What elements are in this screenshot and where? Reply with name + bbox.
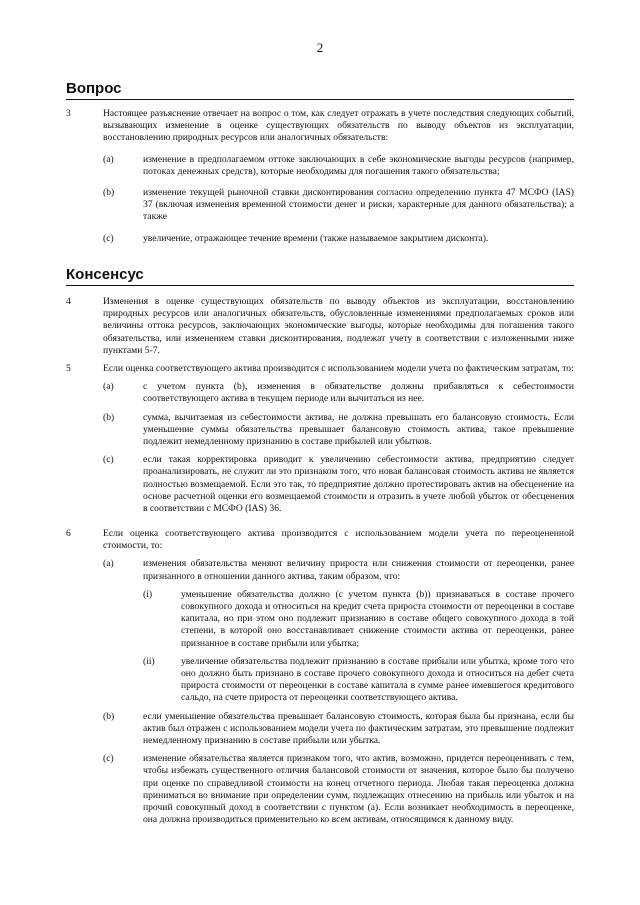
list-item: [103, 154, 574, 178]
list-item: [103, 187, 574, 224]
subitem-text: уменьшение обязательства должно (с учетом пункта (b)) признаваться в составе прочего совокупного дохода и относиться на кредит счета прироста стоимости от переоценки в составе капитала, но при этом оно подлежит признанию в составе общего совокупного дохода в той степени, в которой оно восстанавливает снижение стоимости актива от переоценки, ранее признанное в составе прибыли или убытка;: [181, 588, 574, 649]
sub-list-item: [143, 589, 574, 650]
paragraph-number: 4: [66, 296, 71, 307]
item-text: сумма, вычитаемая из себестоимости актива, не должна превышать его балансовую стоимость. Если уменьшение суммы обязательства превышает балансовую стоимость актива, такое превышение подлежит немедленному признанию в составе прибылей или убытков.: [143, 411, 574, 448]
item-label: (a): [103, 558, 114, 570]
paragraph-number: 5: [66, 363, 71, 374]
list-item: [103, 558, 574, 704]
section-heading-consensus: Консенсус: [66, 266, 574, 286]
paragraph-4: [66, 296, 574, 357]
paragraph-text: Если оценка соответствующего актива производится с использованием модели учета по фактическим затратам, то:: [103, 363, 574, 374]
paragraph-text: Если оценка соответствующего актива производится с использованием модели учета по переоцененной стоимости, то:: [103, 528, 574, 552]
item-label: (a): [103, 153, 114, 165]
sub-list-item: [143, 656, 574, 705]
item-text: изменения обязательства меняют величину прироста или снижения стоимости от переоценки, ранее признанного в отношении данного актива, таким образом, что:: [143, 558, 574, 582]
paragraph-3: [66, 108, 574, 245]
list-item: [103, 711, 574, 748]
paragraph-number: 6: [66, 528, 71, 539]
item-label: (b): [103, 710, 115, 722]
paragraph-5: [66, 363, 574, 515]
paragraph-text: Настоящее разъяснение отвечает на вопрос о том, как следует отражать в учете последствия следующих событий, вызывающих изменение в оценке существующих обязательств по выводу объектов из эксплуатации, восстановлению природных ресурсов или аналогичных обязательств:: [103, 108, 574, 144]
paragraph-6: [66, 528, 574, 826]
subitem-text: увеличение обязательства подлежит признанию в составе прибыли или убытка, кроме того что оно должно быть признано в составе прочего совокупного дохода и относиться на дебет счета прироста стоимости от переоценки в составе капитала в сумме ранее имевшегося кредитового сальдо, на счете прироста от переоценки соответствующего актива.: [181, 655, 574, 704]
item-label: (c): [103, 232, 114, 244]
list-item: [103, 381, 574, 405]
item-text: с учетом пункта (b), изменения в обязательстве должны прибавляться к себестоимости соответствующего актива в текущем периоде или вычитаться из нее.: [143, 381, 574, 405]
list-item: [103, 454, 574, 515]
item-label: (a): [103, 381, 114, 393]
item-text: если уменьшение обязательства превышает балансовую стоимость, которая была бы признана, если бы актив был отражен с использованием модели учета по фактическим затратам, это превышение подлежит немедленному признанию в составе прибыли или убытка.: [143, 710, 574, 747]
item-label: (c): [103, 753, 114, 765]
section-heading-question: Вопрос: [66, 80, 574, 100]
paragraph-text: Изменения в оценке существующих обязательств по выводу объектов из эксплуатации, восстановлению природных ресурсов или аналогичных обязательств, обусловленные изменениями предполагаемых сроков или величины оттока ресурсов, заключающих экономические выгоды, которые необходимы для погашения такого обязательства, или изменением ставки дисконтирования, подлежат учету в соответствии с изложенными ниже пунктами 5-7.: [103, 296, 574, 356]
list-item: [103, 753, 574, 826]
item-text: увеличение, отражающее течение времени (также называемое закрытием дисконта).: [143, 232, 489, 244]
item-label: (c): [103, 454, 114, 466]
item-text: изменение обязательства является признаком того, что актив, возможно, придется переоценивать с тем, чтобы избежать существенного отличия балансовой стоимости от значения, которое было бы получено при оценке по справедливой стоимости на конец отчетного периода. Любая такая переоценка должна приниматься во внимание при определении сумм, подлежащих отнесению на прибыль или убыток и на прочий совокупный доход в соответствии с пунктом (a). Если возникает необходимость в переоценке, она должна производиться применительно ко всем активам, относящимся к данному виду.: [143, 753, 574, 826]
subitem-label: (ii): [143, 655, 155, 667]
item-label: (b): [103, 187, 115, 199]
list-item: [103, 233, 574, 245]
item-label: (b): [103, 411, 115, 423]
item-text: изменение текущей рыночной ставки дисконтирования согласно определению пункта 47 МСФО (IAS) 37 (включая изменения временной стоимости денег и риски, характерные для данного обязательства); а также: [143, 187, 574, 223]
list-item: [103, 412, 574, 449]
page-number: 2: [316, 40, 324, 55]
item-text: изменение в предполагаемом оттоке заключающих в себе экономические выгоды ресурсов (например, потоках денежных средств), которые необходимы для погашения такого обязательства;: [143, 153, 574, 177]
subitem-label: (i): [143, 588, 153, 600]
item-text: если такая корректировка приводит к увеличению себестоимости актива, предприятию следует проанализировать, не служит ли это признаком того, что новая балансовая стоимость актива не является полностью возмещаемой. Если это так, то предприятие должно протестировать актив на обесценение на основе расчетной оценки его возмещаемой стоимости и отразить в учете любой убыток от обесценения в соответствии с МСФО (IAS) 36.: [143, 454, 574, 515]
paragraph-number: 3: [66, 108, 71, 119]
